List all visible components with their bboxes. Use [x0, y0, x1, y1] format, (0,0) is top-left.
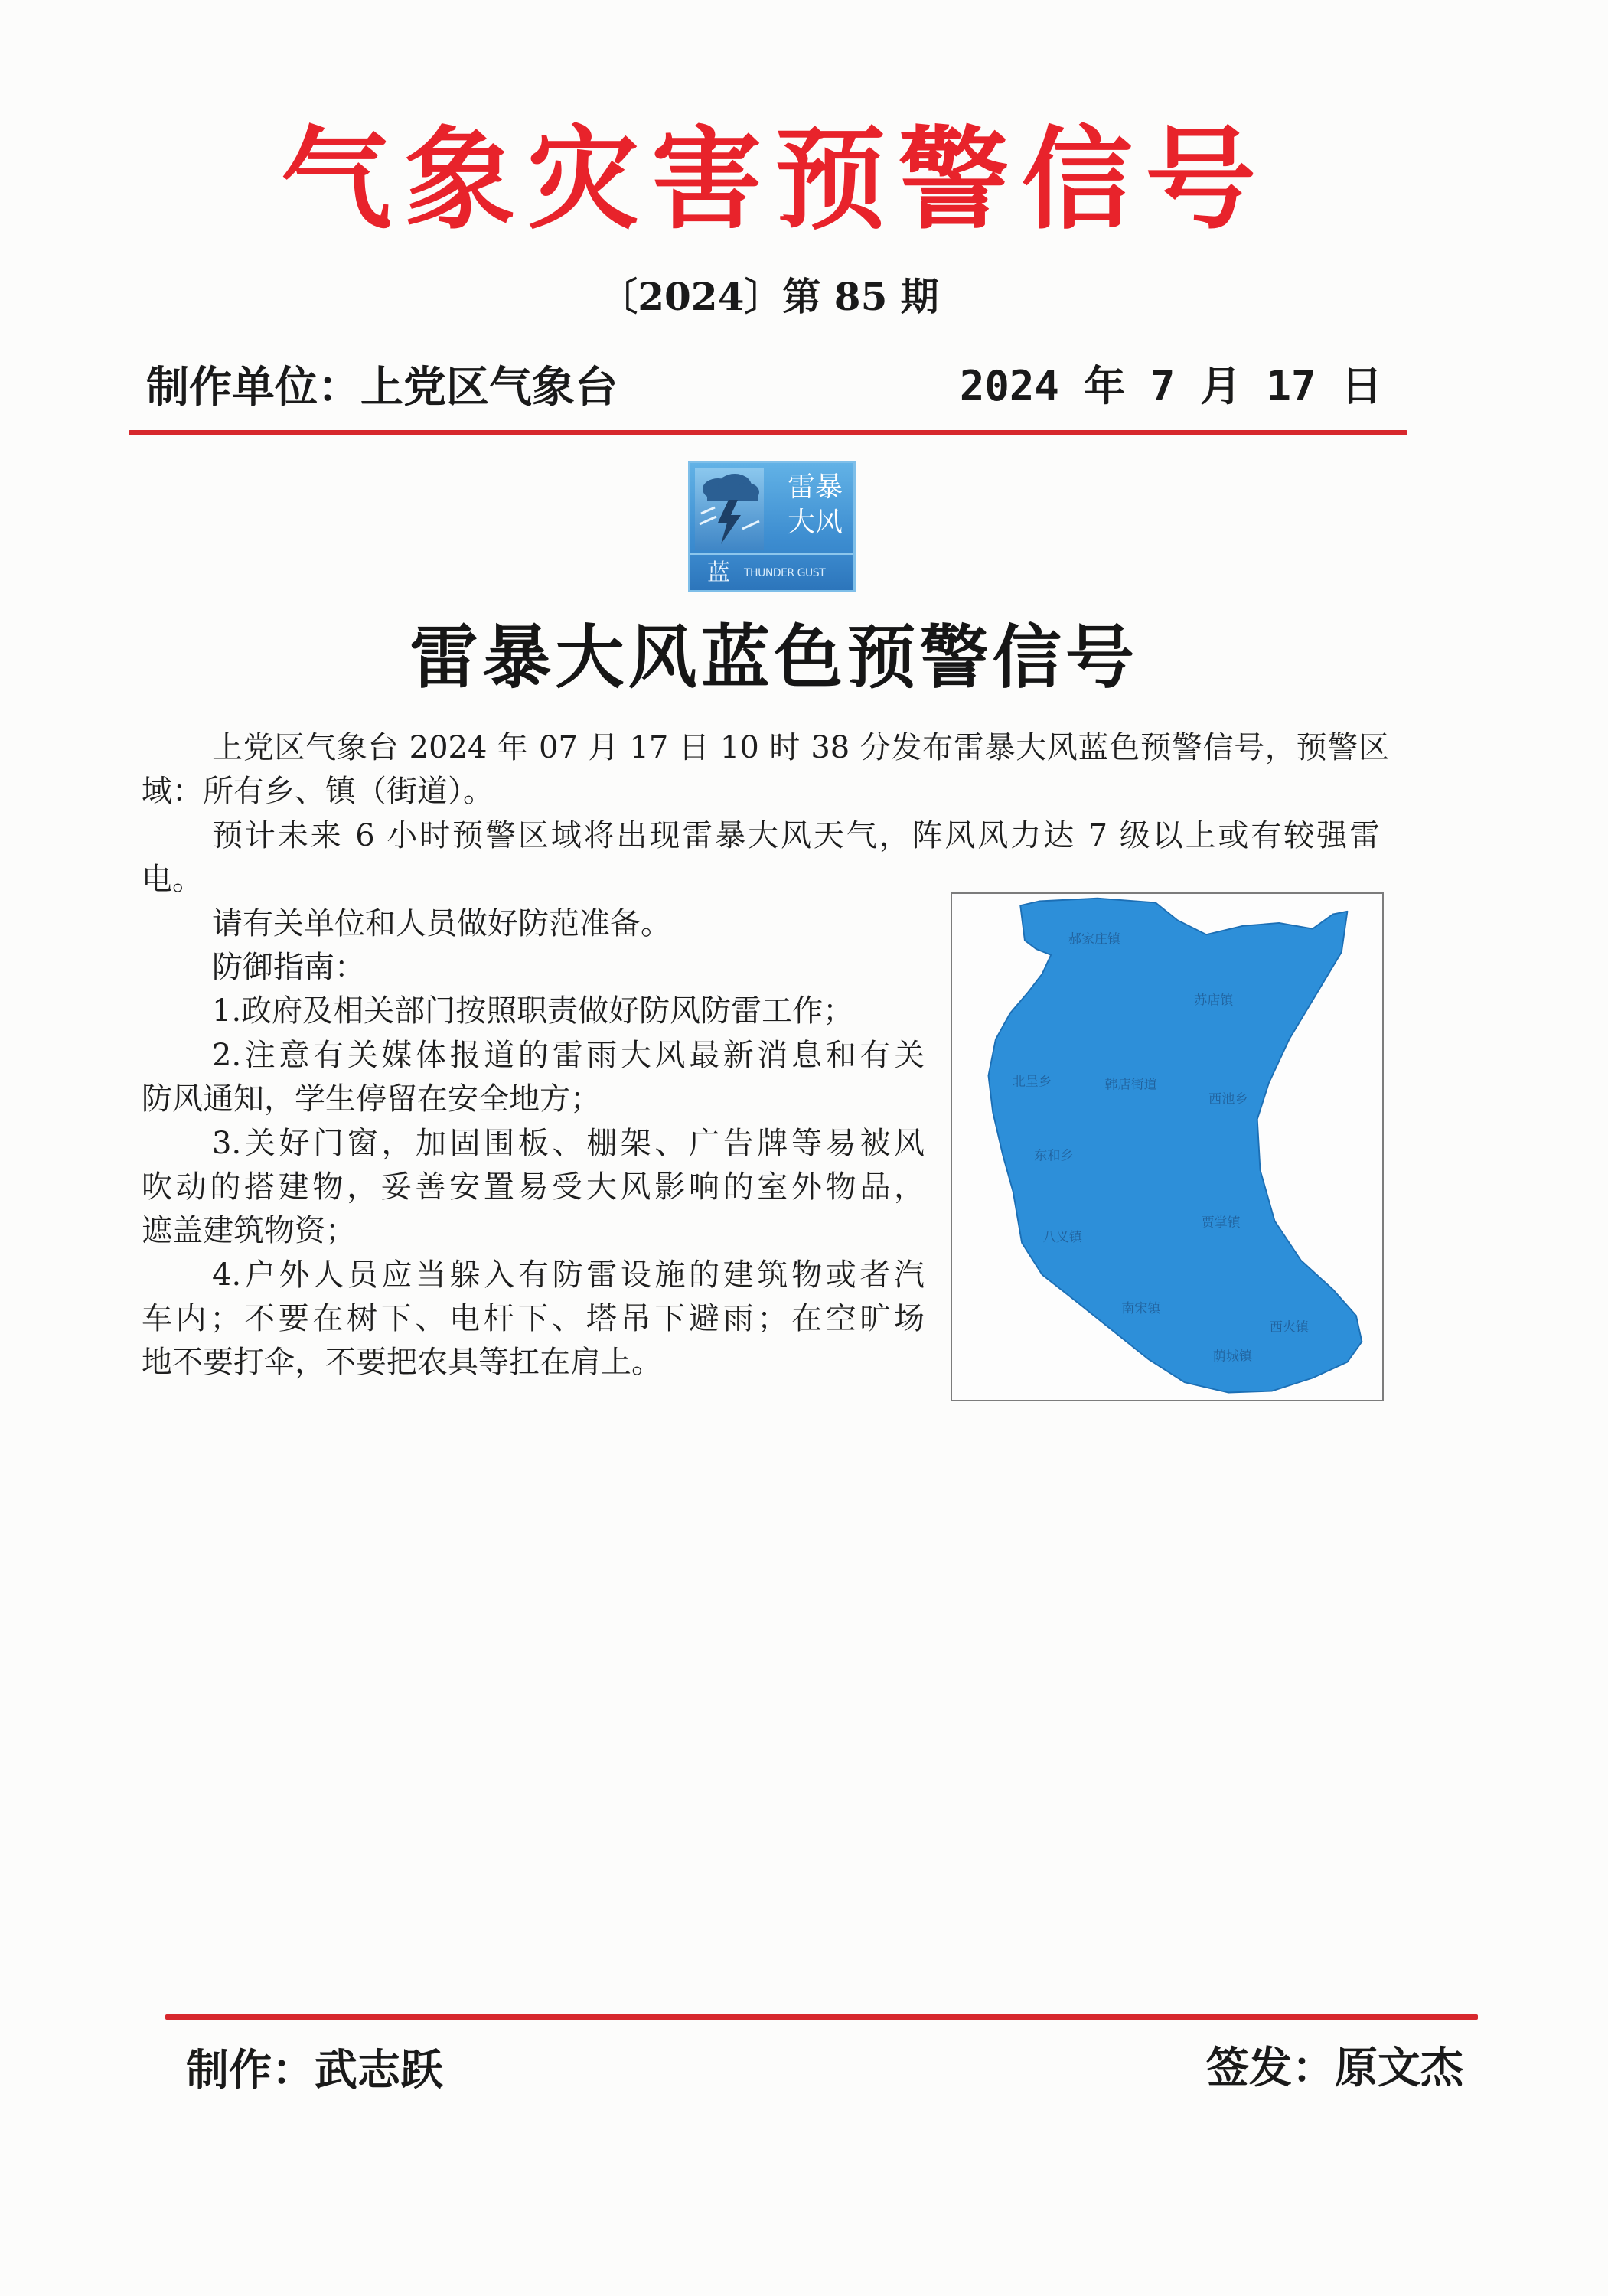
guide-item-3: 3.关好门窗，加固围板、棚架、广告牌等易被风	[212, 1125, 925, 1161]
footer-divider	[165, 2014, 1478, 2020]
issuer-name: 原文杰	[1335, 2043, 1463, 2093]
icon-english-text: THUNDER GUST	[744, 567, 826, 579]
thunder-cloud-icon	[695, 468, 764, 550]
warning-heading: 雷暴大风蓝色预警信号	[409, 618, 1134, 698]
map-label: 西火镇	[1269, 1319, 1310, 1336]
guide-item-4: 4.户外人员应当躲入有防雷设施的建筑物或者汽	[212, 1257, 925, 1293]
district-region	[988, 899, 1362, 1393]
warning-area-map	[951, 892, 1384, 1401]
icon-level-text: 蓝	[707, 559, 730, 586]
guide-item-4-cont: 车内；不要在树下、电杆下、塔吊下避雨；在空旷场	[142, 1301, 925, 1337]
body-line: 请有关单位和人员做好防范准备。	[212, 905, 671, 941]
producing-unit	[146, 362, 618, 414]
map-label: 北呈乡	[1012, 1074, 1052, 1090]
footer-producer	[186, 2045, 443, 2097]
body-line: 域：所有乡、镇（街道）。	[142, 774, 494, 810]
issue-number: 〔2024〕第 85 期	[599, 274, 939, 319]
guide-item-4-cont: 地不要打伞，不要把农具等扛在肩上。	[142, 1345, 662, 1381]
map-label: 苏店镇	[1194, 993, 1234, 1009]
district-map	[952, 894, 1382, 1400]
map-label: 贾掌镇	[1201, 1215, 1241, 1231]
thunder-gust-blue-icon	[688, 461, 856, 592]
producer-label: 制作：	[186, 2046, 315, 2095]
map-label: 南宋镇	[1121, 1301, 1161, 1317]
body-line: 预计未来 6 小时预警区域将出现雷暴大风天气，阵风风力达 7 级以上或有较强雷	[212, 817, 1380, 853]
producing-unit-label: 制作单位：	[146, 363, 360, 413]
map-label: 西池乡	[1208, 1091, 1248, 1107]
issue-date: 2024 年 7 月 17 日	[959, 362, 1382, 410]
header-divider	[129, 430, 1407, 435]
map-label: 荫城镇	[1212, 1349, 1253, 1365]
map-label: 东和乡	[1034, 1148, 1074, 1164]
issuer-label: 签发：	[1206, 2043, 1335, 2093]
guide-item-2-cont: 防风通知，学生停留在安全地方；	[142, 1081, 601, 1117]
guide-item-2: 2.注意有关媒体报道的雷雨大风最新消息和有关	[212, 1037, 925, 1073]
footer-issuer	[1206, 2043, 1463, 2095]
map-label: 韩店街道	[1104, 1077, 1157, 1093]
body-line: 电。	[142, 862, 203, 898]
guide-item-3-cont: 遮盖建筑物资；	[142, 1213, 356, 1249]
map-label: 郝家庄镇	[1068, 931, 1121, 947]
icon-name-top: 雷暴	[787, 471, 843, 503]
icon-name-bottom: 大风	[787, 507, 843, 538]
body-line: 防御指南：	[212, 949, 365, 985]
body-line: 上党区气象台 2024 年 07 月 17 日 10 时 38 分发布雷暴大风蓝色预警信号，预警区	[212, 730, 1389, 765]
guide-item-3-cont: 吹动的搭建物，妥善安置易受大风影响的室外物品，	[142, 1169, 925, 1205]
map-label: 八义镇	[1042, 1229, 1082, 1245]
producing-unit-value: 上党区气象台	[360, 363, 618, 413]
icon-level-strip	[690, 553, 853, 592]
document-title: 气象灾害预警信号	[281, 115, 1256, 245]
producer-name: 武志跃	[315, 2046, 443, 2095]
guide-item-1: 1.政府及相关部门按照职责做好防风防雷工作；	[212, 993, 854, 1029]
